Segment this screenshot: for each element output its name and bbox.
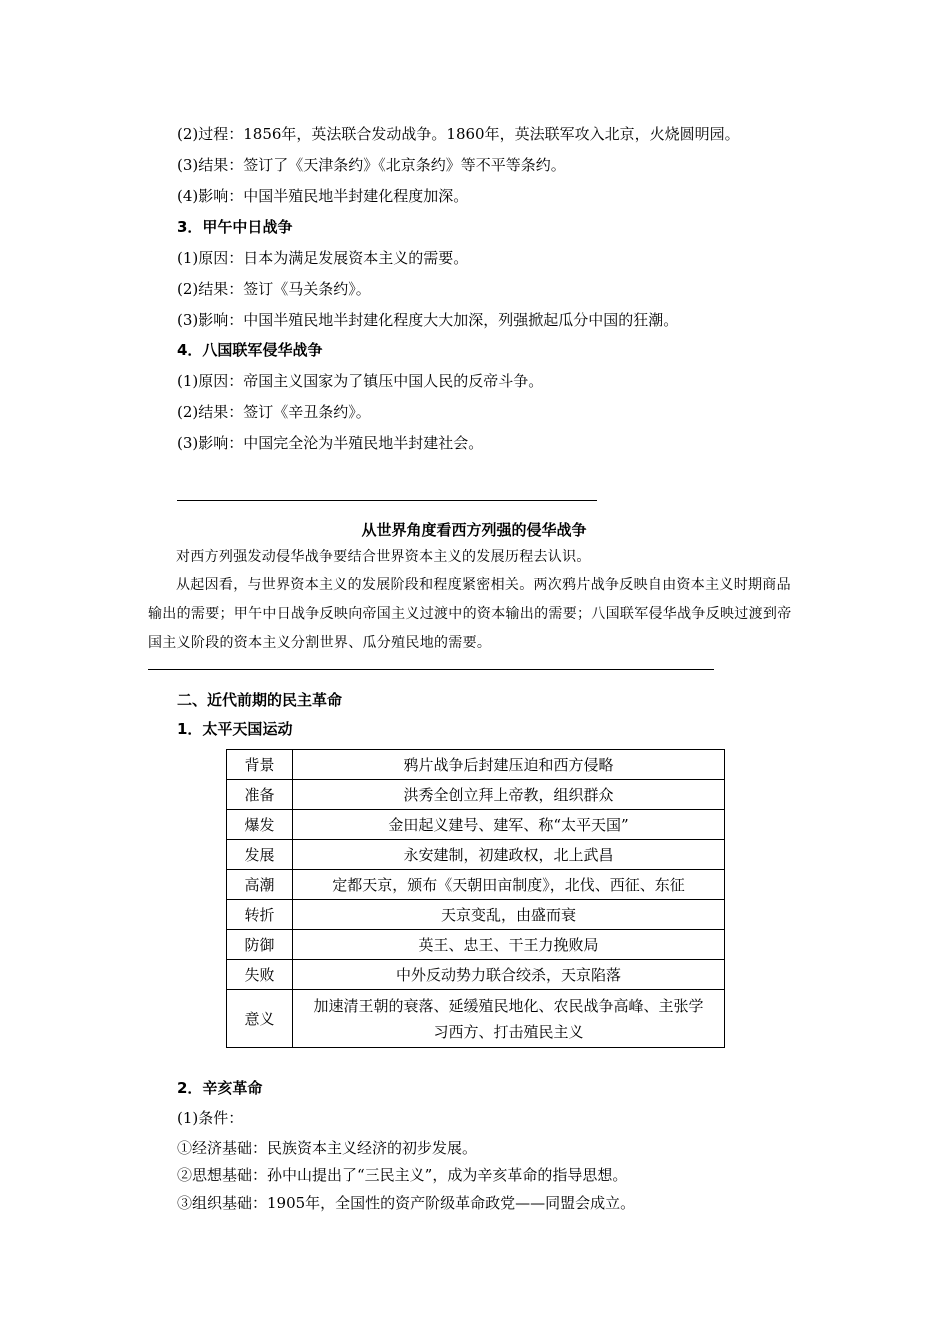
table-row [227,900,725,930]
table-row [227,870,725,900]
result-line: (2)结果：签订《辛丑条约》。 [177,403,371,421]
divider-line [177,500,597,501]
table-value: 中外反动势力联合绞杀，天京陷落 [293,960,725,990]
condition-line: ①经济基础：民族资本主义经济的初步发展。 [177,1139,478,1157]
table-row [227,840,725,870]
table-value: 加速清王朝的衰落、延缓殖民地化、农民战争高峰、主张学习西方、打击殖民主义 [293,990,725,1048]
table-key: 转折 [227,900,293,930]
table-row [227,810,725,840]
process-line: (2)过程：1856年，英法联合发动战争。1860年，英法联军攻入北京，火烧圆明园。 [177,125,740,143]
table-key: 背景 [227,750,293,780]
divider-line [148,669,714,670]
cause-line: (1)原因：帝国主义国家为了镇压中国人民的反帝斗争。 [177,372,544,390]
table-row [227,780,725,810]
table-value: 天京变乱，由盛而衰 [293,900,725,930]
condition-line: ③组织基础：1905年，全国性的资产阶级革命政党——同盟会成立。 [177,1194,636,1212]
table-value: 洪秀全创立拜上帝教，组织群众 [293,780,725,810]
note-title: 从世界角度看西方列强的侵华战争 [361,521,587,539]
table-key: 失败 [227,960,293,990]
table-value: 永安建制，初建政权，北上武昌 [293,840,725,870]
result-line: (2)结果：签订《马关条约》。 [177,280,371,298]
impact-line: (3)影响：中国完全沦为半殖民地半封建社会。 [177,434,484,452]
note-paragraph: 对西方列强发动侵华战争要结合世界资本主义的发展历程去认识。 [176,549,591,565]
note-paragraph: 从起因看，与世界资本主义的发展阶段和程度紧密相关。两次鸦片战争反映自由资本主义时期商品输出的需要；甲午中日战争反映向帝国主义过渡中的资本输出的需要；八国联军侵华战争反映过渡到帝国主义阶段的资本主义分割世界、瓜分殖民地的需要。 [148,577,792,651]
cause-line: (1)原因：日本为满足发展资本主义的需要。 [177,249,469,267]
table-row [227,750,725,780]
heading-xinhai: 2．辛亥革命 [177,1079,263,1097]
impact-line: (3)影响：中国半殖民地半封建化程度大大加深，列强掀起瓜分中国的狂潮。 [177,311,679,329]
table-key: 防御 [227,930,293,960]
table-value: 金田起义建号、建军、称“太平天国” [293,810,725,840]
table-key: 准备 [227,780,293,810]
condition-line: ②思想基础：孙中山提出了“三民主义”，成为辛亥革命的指导思想。 [177,1166,628,1184]
heading-sino-japanese-war: 3．甲午中日战争 [177,218,293,236]
heading-eight-nation-war: 4．八国联军侵华战争 [177,341,323,359]
table-value: 定都天京，颁布《天朝田亩制度》，北伐、西征、东征 [293,870,725,900]
table-row [227,960,725,990]
table-key: 发展 [227,840,293,870]
section-heading: 二、近代前期的民主革命 [177,691,343,709]
impact-line: (4)影响：中国半殖民地半封建化程度加深。 [177,187,469,205]
table-value: 英王、忠王、干王力挽败局 [293,930,725,960]
table-key: 高潮 [227,870,293,900]
table-value: 鸦片战争后封建压迫和西方侵略 [293,750,725,780]
table-row [227,930,725,960]
table-row [227,990,725,1048]
result-line: (3)结果：签订了《天津条约》《北京条约》等不平等条约。 [177,156,566,174]
table-key: 意义 [227,990,293,1048]
conditions-label: (1)条件： [177,1109,244,1127]
heading-taiping: 1．太平天国运动 [177,720,293,738]
table-key: 爆发 [227,810,293,840]
taiping-table [226,749,725,1048]
